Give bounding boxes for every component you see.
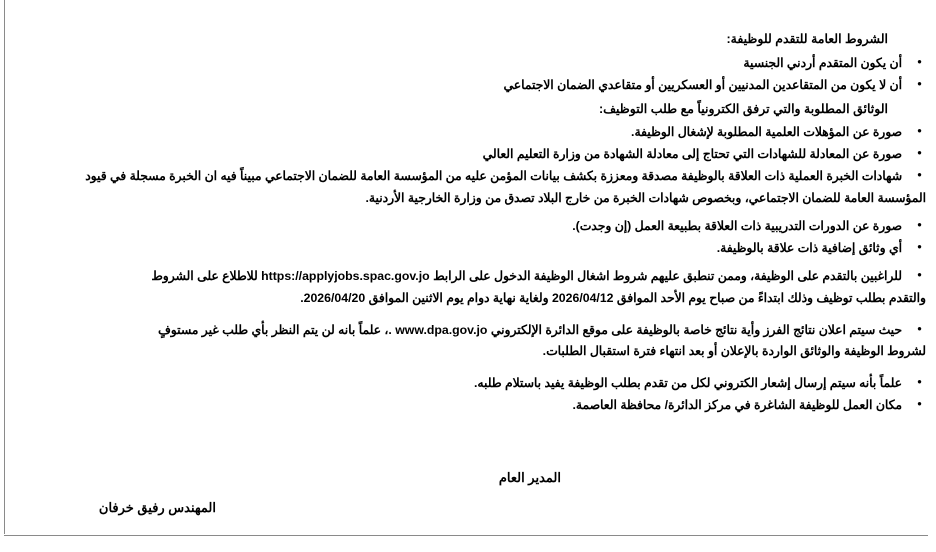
list-item	[20, 321, 926, 341]
apply-line-2: والتقدم بطلب توظيف وذلك ابتداءً من صباح يوم الأحد الموافق 2026/04/12 ولغاية نهاية دوام يوم الاثنين الموافق 2026/04/20.	[300, 290, 926, 305]
list-item	[20, 267, 926, 287]
list-item	[20, 167, 926, 187]
list-item: ● أن لا يكون من المتقاعدين المدنيين أو العسكريين أو متقاعدي الضمان الاجتماعي	[20, 76, 926, 96]
list-item: ● أي وثائق إضافية ذات علاقة بالوظيفة.	[20, 239, 926, 259]
results-line-2: لشروط الوظيفة والوثائق الواردة بالإعلان أو بعد انتهاء فترة استقبال الطلبات.	[542, 344, 926, 359]
required-documents-heading: الوثائق المطلوبة والتي ترفق الكترونياً مع طلب التوظيف:	[598, 101, 888, 116]
results-announcement	[20, 321, 926, 341]
closing-notes-list	[20, 374, 926, 416]
signature-block	[0, 470, 936, 540]
department-website-link[interactable]: www.dpa.gov.jo	[395, 322, 488, 337]
signature-name: المهندس رفيق خرفان	[98, 500, 216, 515]
list-item: ● صورة عن المؤهلات العلمية المطلوبة لإشغال الوظيفة.	[20, 123, 926, 143]
additional-documents-list	[20, 217, 926, 259]
page-left-border	[4, 0, 5, 534]
experience-line-1: شهادات الخبرة العملية ذات العلاقة بالوظيفة مصدقة ومعززة بكشف بيانات المؤمن عليه من المؤسسة العامة للضمان الاجتماعي مبيناً فيه ان الخبرة مسجلة في قيود	[85, 169, 902, 184]
experience-certificates-paragraph	[20, 167, 926, 187]
application-instructions	[20, 267, 926, 287]
document-body	[20, 30, 926, 418]
general-conditions-heading: الشروط العامة للتقدم للوظيفة:	[726, 32, 888, 46]
list-item: ● أن يكون المتقدم أردني الجنسية	[20, 54, 926, 74]
list-item: ● علماً بأنه سيتم إرسال إشعار الكتروني لكل من تقدم بطلب الوظيفة يفيد باستلام طلبه.	[20, 374, 926, 394]
apply-line-suffix: للاطلاع على الشروط	[151, 268, 258, 283]
apply-link[interactable]: https://applyjobs.spac.gov.jo	[261, 268, 430, 283]
experience-line-2: المؤسسة العامة للضمان الاجتماعي، وبخصوص شهادات الخبرة من خارج البلاد تصدق من وزارة الخارجية الأردنية.	[365, 191, 926, 206]
list-item: ● صورة عن الدورات التدريبية ذات العلاقة بطبيعة العمل (إن وجدت).	[20, 217, 926, 237]
list-item: ● مكان العمل للوظيفة الشاغرة في مركز الدائرة/ محافظة العاصمة.	[20, 396, 926, 416]
apply-line-prefix: للراغبين بالتقدم على الوظيفة، وممن تنطبق عليهم شروط اشغال الوظيفة الدخول على الرابط	[433, 268, 902, 283]
signature-title: المدير العام	[498, 470, 561, 485]
results-line-prefix: حيث سيتم اعلان نتائج الفرز وأية نتائج خاصة بالوظيفة على موقع الدائرة الإلكتروني	[490, 322, 902, 337]
results-line-suffix: .، علماً بانه لن يتم النظر بأي طلب غير مستوفٍ	[158, 322, 392, 337]
list-item: ● صورة عن المعادلة للشهادات التي تحتاج إلى معادلة الشهادة من وزارة التعليم العالي	[20, 145, 926, 165]
required-documents-list	[20, 123, 926, 165]
general-conditions-list	[20, 54, 926, 96]
